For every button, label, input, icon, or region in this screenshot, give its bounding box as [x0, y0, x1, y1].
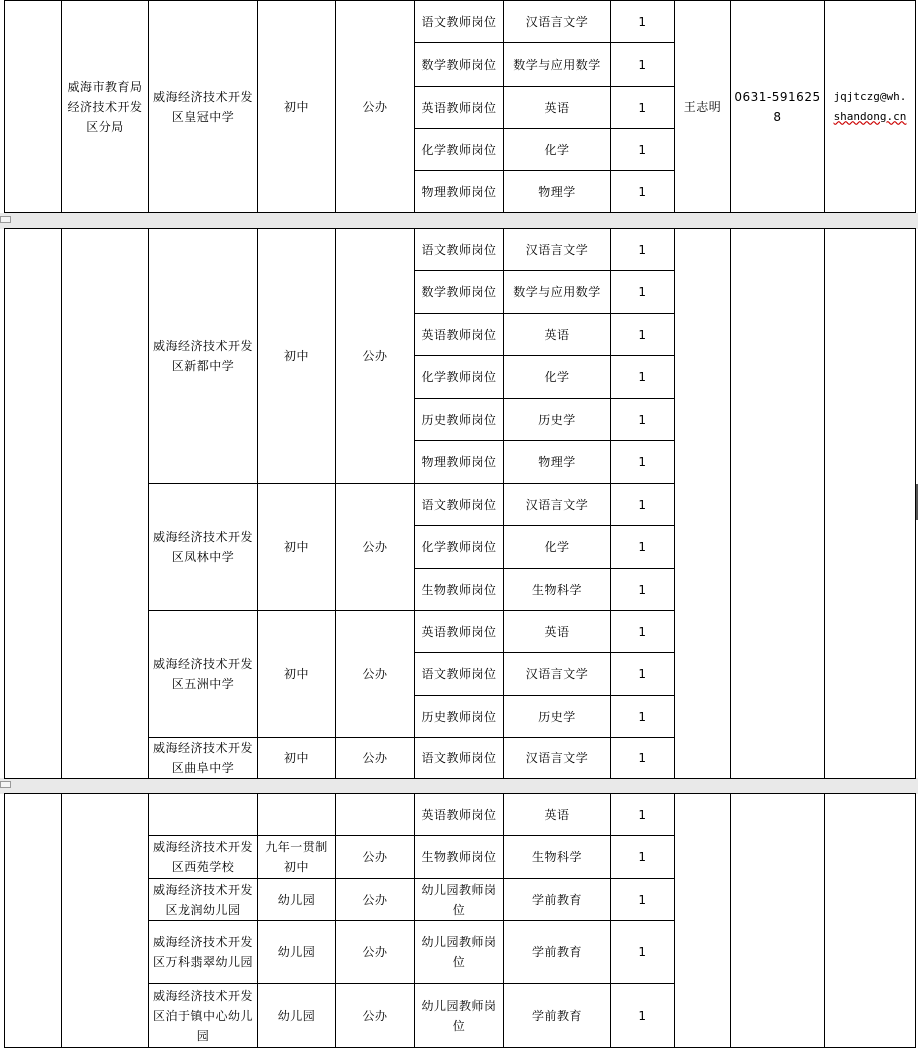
email-part2: shandong.cn [833, 109, 907, 123]
count-cell: 1 [611, 879, 675, 921]
type-cell: 公办 [336, 984, 415, 1048]
level-cell: 幼儿园 [258, 984, 336, 1048]
level-cell: 初中 [258, 738, 336, 779]
level-cell-blank [258, 794, 336, 836]
subject-cell: 生物教师岗位 [415, 569, 504, 611]
school-cell: 威海经济技术开发区凤林中学 [149, 484, 258, 611]
segment-2-table [4, 228, 916, 779]
count-cell: 1 [611, 569, 675, 611]
authority-cell: 威海市教育局经济技术开发区分局 [62, 1, 149, 213]
contact-cell-blank [675, 794, 731, 1048]
subject-cell: 历史教师岗位 [415, 399, 504, 441]
row-marker [0, 781, 11, 788]
major-cell: 英语 [504, 794, 611, 836]
authority-cell-blank [62, 229, 149, 779]
page-gap [0, 213, 918, 229]
major-cell: 英语 [504, 87, 611, 129]
contact-cell: 王志明 [675, 1, 731, 213]
email-cell-blank [825, 794, 916, 1048]
school-cell: 威海经济技术开发区曲阜中学 [149, 738, 258, 779]
major-cell: 化学 [504, 129, 611, 171]
school-cell: 威海经济技术开发区万科翡翠幼儿园 [149, 921, 258, 984]
blank-cell [5, 794, 62, 1048]
type-cell: 公办 [336, 484, 415, 611]
type-cell: 公办 [336, 1, 415, 213]
count-cell: 1 [611, 229, 675, 271]
school-cell: 威海经济技术开发区泊于镇中心幼儿园 [149, 984, 258, 1048]
subject-cell: 英语教师岗位 [415, 794, 504, 836]
subject-cell: 化学教师岗位 [415, 526, 504, 569]
count-cell: 1 [611, 653, 675, 696]
level-cell: 初中 [258, 484, 336, 611]
subject-cell: 物理教师岗位 [415, 441, 504, 484]
subject-cell: 语文教师岗位 [415, 484, 504, 526]
segment-3-table [4, 793, 916, 1048]
count-cell: 1 [611, 836, 675, 879]
email-cell [825, 1, 916, 213]
type-cell: 公办 [336, 738, 415, 779]
level-cell: 九年一贯制初中 [258, 836, 336, 879]
subject-cell: 语文教师岗位 [415, 738, 504, 779]
phone-cell-blank [731, 229, 825, 779]
major-cell: 物理学 [504, 171, 611, 213]
count-cell: 1 [611, 271, 675, 314]
major-cell: 英语 [504, 314, 611, 356]
blank-cell [5, 229, 62, 779]
count-cell: 1 [611, 314, 675, 356]
phone-cell: 0631-5916258 [731, 1, 825, 213]
level-cell: 初中 [258, 229, 336, 484]
email-part1: jqjtczg@wh. [833, 89, 907, 103]
major-cell: 物理学 [504, 441, 611, 484]
phone-cell-blank [731, 794, 825, 1048]
authority-cell-blank [62, 794, 149, 1048]
count-cell: 1 [611, 611, 675, 653]
subject-cell: 生物教师岗位 [415, 836, 504, 879]
count-cell: 1 [611, 43, 675, 87]
major-cell: 化学 [504, 356, 611, 399]
count-cell: 1 [611, 921, 675, 984]
row-marker [0, 216, 11, 223]
count-cell: 1 [611, 794, 675, 836]
level-cell: 幼儿园 [258, 921, 336, 984]
major-cell: 生物科学 [504, 836, 611, 879]
major-cell: 数学与应用数学 [504, 271, 611, 314]
type-cell: 公办 [336, 611, 415, 738]
major-cell: 汉语言文学 [504, 229, 611, 271]
count-cell: 1 [611, 696, 675, 738]
major-cell: 英语 [504, 611, 611, 653]
subject-cell: 化学教师岗位 [415, 356, 504, 399]
count-cell: 1 [611, 356, 675, 399]
contact-cell-blank [675, 229, 731, 779]
subject-cell: 英语教师岗位 [415, 314, 504, 356]
count-cell: 1 [611, 441, 675, 484]
subject-cell: 物理教师岗位 [415, 171, 504, 213]
school-cell-blank [149, 794, 258, 836]
type-cell-blank [336, 794, 415, 836]
count-cell: 1 [611, 129, 675, 171]
subject-cell: 语文教师岗位 [415, 229, 504, 271]
level-cell: 初中 [258, 1, 336, 213]
count-cell: 1 [611, 171, 675, 213]
major-cell: 历史学 [504, 399, 611, 441]
type-cell: 公办 [336, 836, 415, 879]
major-cell: 历史学 [504, 696, 611, 738]
count-cell: 1 [611, 484, 675, 526]
subject-cell: 数学教师岗位 [415, 43, 504, 87]
major-cell: 学前教育 [504, 879, 611, 921]
count-cell: 1 [611, 87, 675, 129]
school-cell: 威海经济技术开发区五洲中学 [149, 611, 258, 738]
subject-cell: 英语教师岗位 [415, 87, 504, 129]
count-cell: 1 [611, 1, 675, 43]
subject-cell: 幼儿园教师岗位 [415, 879, 504, 921]
subject-cell: 英语教师岗位 [415, 611, 504, 653]
email-cell-blank [825, 229, 916, 779]
major-cell: 学前教育 [504, 921, 611, 984]
level-cell: 初中 [258, 611, 336, 738]
subject-cell: 幼儿园教师岗位 [415, 921, 504, 984]
segment-1-table [4, 0, 916, 213]
subject-cell: 语文教师岗位 [415, 1, 504, 43]
count-cell: 1 [611, 526, 675, 569]
type-cell: 公办 [336, 921, 415, 984]
subject-cell: 化学教师岗位 [415, 129, 504, 171]
major-cell: 汉语言文学 [504, 738, 611, 779]
count-cell: 1 [611, 738, 675, 779]
subject-cell: 历史教师岗位 [415, 696, 504, 738]
school-cell: 威海经济技术开发区西苑学校 [149, 836, 258, 879]
count-cell: 1 [611, 399, 675, 441]
major-cell: 数学与应用数学 [504, 43, 611, 87]
blank-cell [5, 1, 62, 213]
major-cell: 生物科学 [504, 569, 611, 611]
type-cell: 公办 [336, 229, 415, 484]
school-cell: 威海经济技术开发区龙润幼儿园 [149, 879, 258, 921]
count-cell: 1 [611, 984, 675, 1048]
subject-cell: 幼儿园教师岗位 [415, 984, 504, 1048]
level-cell: 幼儿园 [258, 879, 336, 921]
major-cell: 化学 [504, 526, 611, 569]
subject-cell: 语文教师岗位 [415, 653, 504, 696]
major-cell: 汉语言文学 [504, 484, 611, 526]
subject-cell: 数学教师岗位 [415, 271, 504, 314]
page-gap [0, 778, 918, 794]
school-cell: 威海经济技术开发区皇冠中学 [149, 1, 258, 213]
type-cell: 公办 [336, 879, 415, 921]
major-cell: 汉语言文学 [504, 653, 611, 696]
major-cell: 汉语言文学 [504, 1, 611, 43]
major-cell: 学前教育 [504, 984, 611, 1048]
school-cell: 威海经济技术开发区新都中学 [149, 229, 258, 484]
